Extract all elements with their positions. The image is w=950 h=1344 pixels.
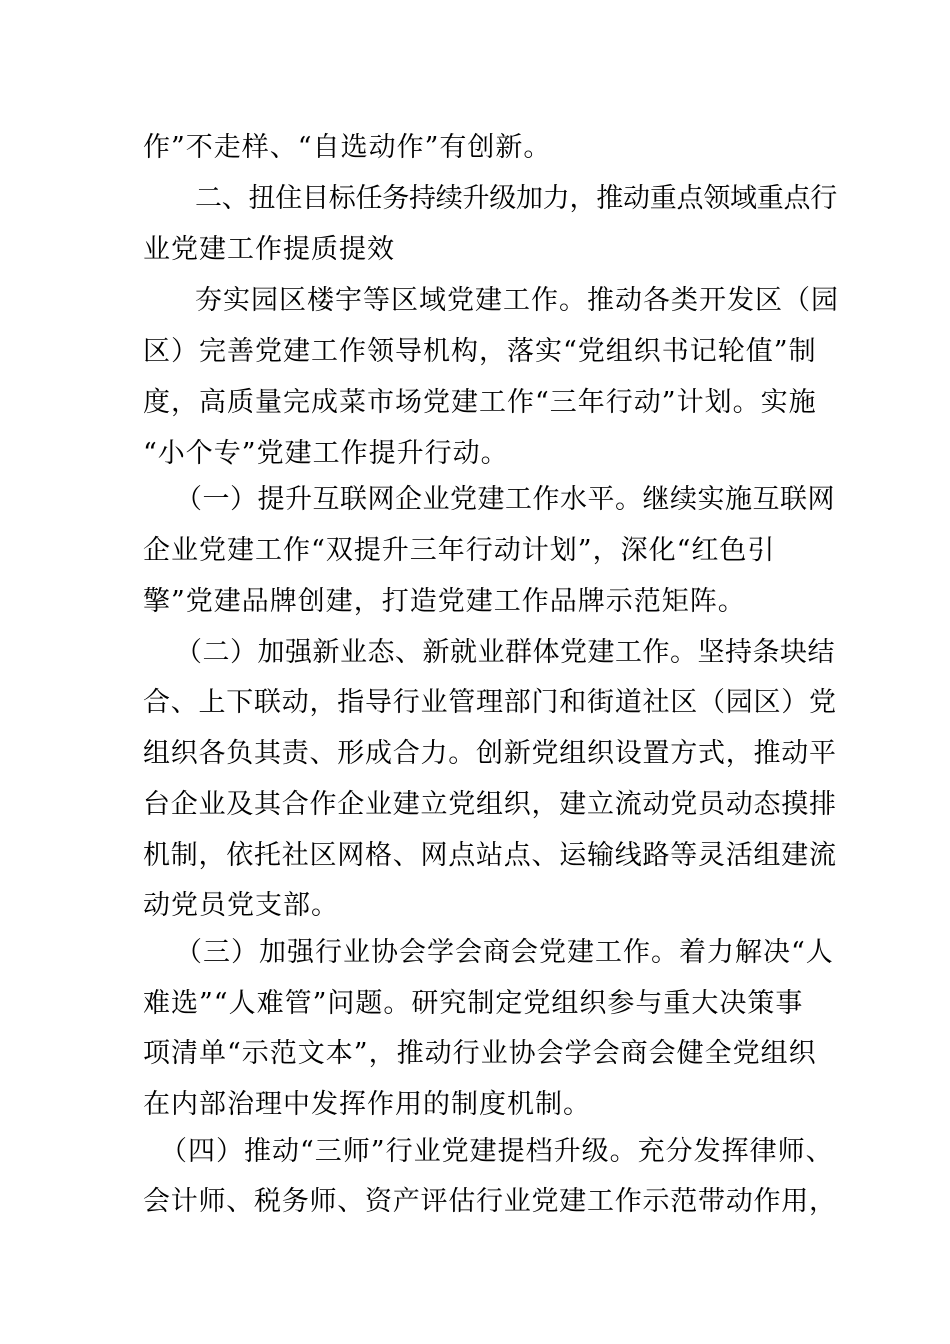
text-line: 难选”“人难管”问题。研究制定党组织参与重大决策事: [143, 988, 804, 1019]
text-line: （二）加强新业态、新就业群体党建工作。坚持条块结: [175, 637, 835, 668]
text-line: （三）加强行业协会学会商会党建工作。着力解决“人: [175, 937, 834, 968]
text-line: 台企业及其合作企业建立党组织，建立流动党员动态摸排: [143, 789, 837, 820]
text-line: 在内部治理中发挥作用的制度机制。: [143, 1089, 591, 1120]
text-line: （一）提升互联网企业党建工作水平。继续实施互联网: [175, 484, 835, 515]
section-heading: 二、扭住目标任务持续升级加力，推动重点领域重点行: [195, 183, 837, 214]
text-line: “小个专”党建工作提升行动。: [143, 438, 509, 469]
text-line: 擎”党建品牌创建，打造党建工作品牌示范矩阵。: [143, 586, 746, 617]
text-line: 区）完善党建工作领导机构，落实“党组织书记轮值”制: [143, 336, 817, 367]
text-line: （四）推动“三师”行业党建提档升级。充分发挥律师、: [160, 1136, 834, 1167]
text-line: 度，高质量完成菜市场党建工作“三年行动”计划。实施: [143, 387, 817, 418]
text-line: 企业党建工作“双提升三年行动计划”，深化“红色引: [143, 535, 776, 566]
text-line: 机制，依托社区网格、网点站点、运输线路等灵活组建流: [143, 840, 837, 871]
section-heading: 业党建工作提质提效: [143, 234, 395, 265]
text-line: 合、上下联动，指导行业管理部门和街道社区（园区）党: [143, 687, 837, 718]
text-line: 动党员党支部。: [143, 890, 339, 921]
text-line: 会计师、税务师、资产评估行业党建工作示范带动作用，: [143, 1186, 837, 1217]
text-line: 项清单“示范文本”，推动行业协会学会商会健全党组织: [143, 1038, 817, 1069]
text-line: 夯实园区楼宇等区域党建工作。推动各类开发区（园: [195, 285, 839, 316]
text-line: 作”不走样、“自选动作”有创新。: [143, 132, 552, 163]
text-line: 组织各负其责、形成合力。创新党组织设置方式，推动平: [143, 738, 837, 769]
